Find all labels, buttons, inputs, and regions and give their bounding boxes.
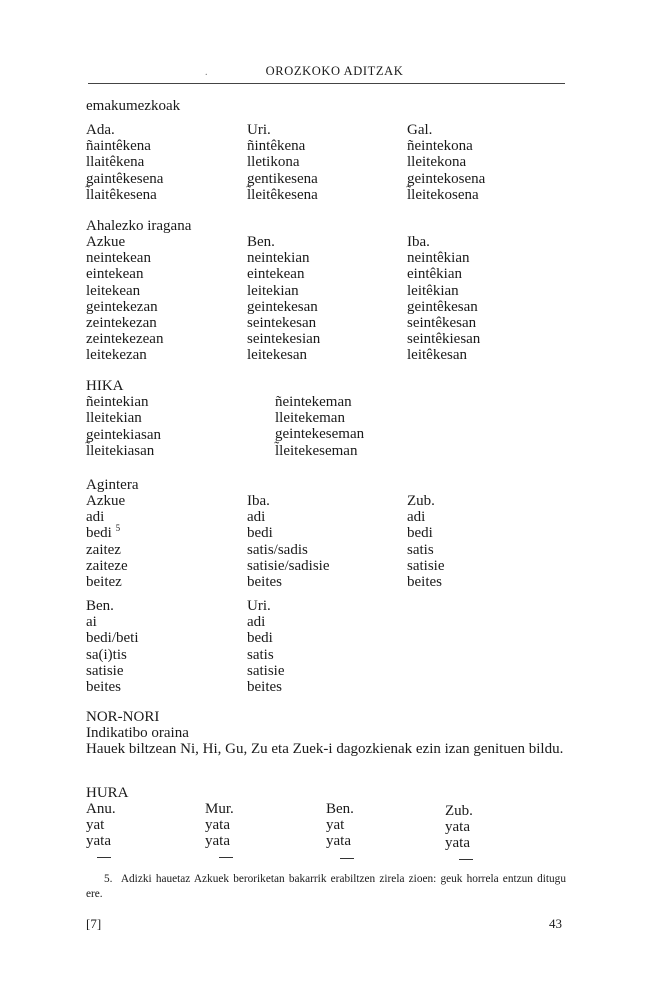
column-label: Zub.	[445, 803, 473, 819]
section-heading-agintera: Agintera	[86, 477, 139, 493]
verb-form: geintekesan	[247, 298, 318, 315]
verb-form: satis/sadis	[247, 541, 308, 558]
verb-form: satisie	[247, 662, 285, 679]
verb-form: gaintêkesena	[86, 170, 164, 187]
verb-form: leitekesan	[247, 347, 307, 364]
column-label: Ben.	[86, 598, 114, 614]
verb-form: seintekesian	[247, 331, 321, 348]
verb-form: bedi	[407, 525, 433, 542]
verb-form: geintekeseman	[275, 426, 365, 443]
agintera-column-iba	[247, 493, 330, 590]
verb-form: leitêkesan	[407, 347, 467, 364]
verb-form: satisie	[86, 662, 124, 679]
header-marker: .	[205, 67, 208, 78]
verb-form: yata	[86, 833, 111, 850]
column-label: Zub.	[407, 493, 435, 509]
column-label: Ben.	[326, 801, 354, 817]
verb-form: yata	[445, 819, 470, 836]
verb-form: seintêkesan	[407, 315, 477, 332]
hura-column-anu	[86, 801, 116, 850]
verb-form: zeintekezean	[86, 331, 164, 348]
page-number: 43	[549, 916, 562, 931]
verb-form: yat	[326, 817, 345, 834]
agintera-column-uri	[247, 598, 285, 695]
agintera-column-azkue	[86, 493, 128, 590]
agintera-column-ben	[86, 598, 139, 695]
verb-form: gentikesena	[247, 170, 318, 187]
section-heading-nor-nori: NOR-NORI	[86, 709, 160, 725]
omission-dash	[340, 858, 354, 859]
verb-form: yata	[326, 833, 351, 850]
header-rule	[88, 83, 565, 84]
verb-form: satis	[407, 541, 434, 558]
hura-column-ben	[326, 801, 354, 850]
verb-form: bedi	[247, 630, 273, 647]
column-iba	[407, 234, 480, 364]
verb-form: lleitekeman	[275, 410, 345, 427]
column-label: Gal.	[407, 122, 433, 138]
verb-form: eintekean	[247, 266, 305, 283]
verb-form: yata	[445, 835, 470, 852]
verb-form: leitekian	[247, 282, 299, 299]
verb-form: lleitekian	[86, 410, 142, 427]
column-label: Iba.	[407, 234, 430, 250]
omission-dash	[97, 857, 111, 858]
column-label: Ben.	[247, 234, 275, 250]
omission-dash	[219, 857, 233, 858]
verb-form: adi	[86, 509, 105, 526]
column-label: Ada.	[86, 122, 115, 138]
verb-form: leitekean	[86, 282, 141, 299]
column-ben	[247, 234, 320, 364]
verb-form: beitez	[86, 574, 122, 591]
footnote-number: 5.	[104, 873, 113, 885]
verb-form: ai	[86, 614, 97, 631]
verb-form-with-footnote	[86, 525, 128, 541]
verb-form: ñintêkena	[247, 138, 306, 155]
column-ada	[86, 122, 163, 203]
verb-form: neintêkian	[407, 250, 470, 267]
running-header-title: OROZKOKO ADITZAK	[265, 64, 404, 78]
verb-form: l̃leitekeseman	[275, 442, 358, 459]
verb-form: l̃leitekosena	[407, 186, 479, 203]
section-heading-hika: HIKA	[86, 378, 124, 394]
verb-form: beites	[86, 679, 121, 696]
verb-form: satisie	[407, 557, 445, 574]
verb-form: ñaintêkena	[86, 138, 151, 155]
verb-form: lleitekona	[407, 154, 467, 171]
column-uri	[247, 122, 318, 203]
verb-form: sa(i)tis	[86, 646, 127, 663]
footnote-5	[86, 872, 566, 901]
verb-form: zaiteze	[86, 557, 128, 574]
column-label: Uri.	[247, 122, 271, 138]
section-heading-emakumezkoak: emakumezkoak	[86, 98, 181, 114]
column-label: Azkue	[86, 493, 126, 509]
verb-form: neintekean	[86, 250, 151, 267]
footnote-text: Adizki hauetaz Azkuek beroriketan bakarrik erabiltzen zirela zioen: geuk horrela entzun ditugu ere.	[86, 873, 566, 900]
verb-form: l̃leitekiasan	[86, 442, 155, 459]
agintera-column-zub	[407, 493, 445, 590]
verb-form: ñeintekona	[407, 138, 473, 155]
footnote-reference[interactable]: 5	[115, 523, 121, 534]
body-paragraph: Hauek biltzean Ni, Hi, Gu, Zu eta Zuek-i dagozkienak ezin izan genituen bildu.	[86, 741, 564, 757]
verb-form: bedi/beti	[86, 630, 139, 647]
verb-form: beites	[247, 679, 282, 696]
column-label: Anu.	[86, 801, 116, 817]
verb-form: bedi	[247, 525, 273, 542]
verb-form: ñeintekeman	[275, 394, 352, 410]
verb-form: zeintekezan	[86, 315, 157, 332]
verb-form: geintekezan	[86, 298, 158, 315]
column-label: Azkue	[86, 234, 126, 250]
verb-form: seintekesan	[247, 315, 317, 332]
column-label: Uri.	[247, 598, 271, 614]
hika-column-2	[275, 394, 364, 459]
verb-form: l̃laitêkesena	[86, 186, 157, 203]
column-label: Iba.	[247, 493, 270, 509]
section-marker: [7]	[86, 916, 102, 931]
running-header	[0, 64, 645, 79]
verb-form: zaitez	[86, 541, 121, 558]
verb-form: beites	[247, 574, 282, 591]
verb-form: geintekiasan	[86, 426, 161, 443]
section-heading-hura: HURA	[86, 785, 129, 801]
verb-form: yata	[205, 817, 230, 834]
verb-form: leitekezan	[86, 347, 147, 364]
verb-form: adi	[247, 614, 266, 631]
verb-form: lletikona	[247, 154, 300, 171]
omission-dash	[459, 859, 473, 860]
subheading-indikatibo-oraina: Indikatibo oraina	[86, 725, 189, 741]
verb-form: bedi	[86, 525, 112, 542]
verb-form: beites	[407, 574, 442, 591]
verb-form: satis	[247, 646, 274, 663]
verb-form: geintekosena	[407, 170, 486, 187]
verb-form: yata	[205, 833, 230, 850]
verb-form: adi	[247, 509, 266, 526]
verb-form: satisie/sadisie	[247, 557, 330, 574]
hika-column-1	[86, 378, 161, 459]
column-label: Mur.	[205, 801, 234, 817]
hura-column-zub	[445, 803, 473, 852]
verb-form: neintekian	[247, 250, 310, 267]
verb-form: leitêkian	[407, 282, 459, 299]
verb-form: eintêkian	[407, 266, 462, 283]
hura-column-mur	[205, 801, 234, 850]
verb-form: geintêkesan	[407, 298, 478, 315]
verb-form: ñeintekian	[86, 394, 149, 411]
section-heading-ahalezko: Ahalezko iragana	[86, 218, 192, 234]
verb-form: yat	[86, 817, 105, 834]
verb-form: l̃leitêkesena	[247, 186, 318, 203]
verb-form: eintekean	[86, 266, 144, 283]
verb-form: llaitêkena	[86, 154, 145, 171]
verb-form: adi	[407, 509, 426, 526]
column-gal	[407, 122, 485, 203]
column-azkue	[86, 234, 163, 364]
verb-form: seintêkiesan	[407, 331, 481, 348]
